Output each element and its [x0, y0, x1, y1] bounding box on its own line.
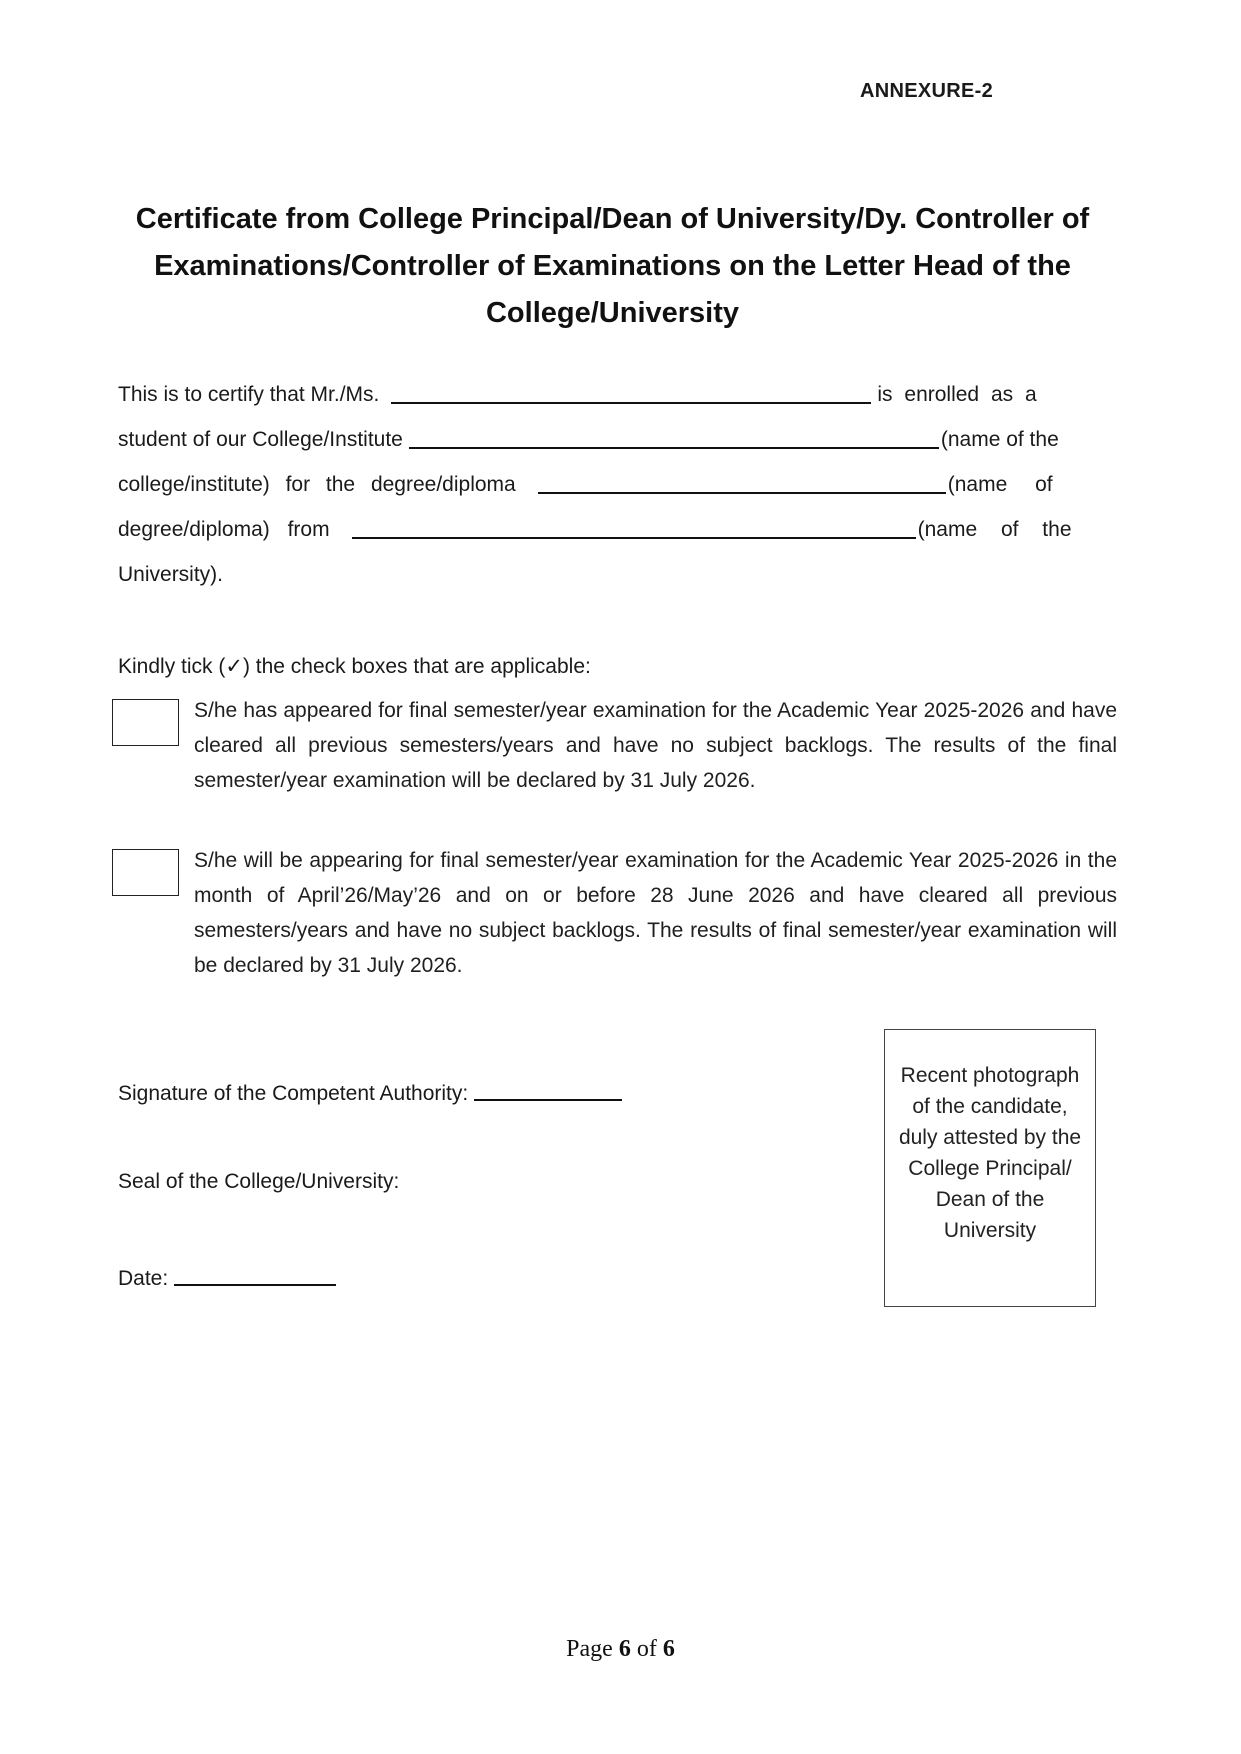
certificate-line-2	[118, 425, 1117, 455]
date-label: Date:	[118, 1267, 169, 1290]
degree-text: college/institute) for the degree/diploma	[118, 473, 516, 496]
photo-box-text: Recent photograph of the candidate, duly attested by the College Principal/ Dean of the University	[898, 1064, 1082, 1242]
college-hint-text: (name of the	[940, 428, 1059, 451]
option-2-checkbox[interactable]	[112, 849, 179, 896]
page-title	[110, 196, 1115, 337]
enrolled-text: is enrolled as a	[877, 383, 1037, 406]
annexure-label: ANNEXURE-2	[860, 80, 994, 102]
date-field[interactable]	[174, 1264, 336, 1286]
student-name-field[interactable]	[391, 380, 871, 404]
college-text: student of our College/Institute	[118, 428, 403, 451]
university-text: degree/diploma) from	[118, 518, 330, 541]
degree-name-field[interactable]	[538, 470, 946, 494]
university-name-field[interactable]	[352, 515, 916, 539]
option-1-checkbox[interactable]	[112, 699, 179, 746]
photo-box	[884, 1029, 1096, 1307]
certificate-line-3	[118, 470, 1117, 500]
certify-text: This is to certify that Mr./Ms.	[118, 383, 380, 406]
title-line-1: Certificate from College Principal/Dean of University/Dy. Controller of	[135, 203, 1090, 235]
seal-line	[118, 1170, 399, 1194]
page-footer	[0, 1636, 1241, 1663]
title-line-3: College/University	[485, 297, 740, 329]
certificate-line-1	[118, 380, 1117, 410]
certificate-line-5	[118, 560, 1117, 590]
signature-label: Signature of the Competent Authority:	[118, 1082, 469, 1105]
certificate-line-4	[118, 515, 1117, 545]
date-line	[118, 1264, 336, 1291]
title-line-2: Examinations/Controller of Examinations on the Letter Head of the	[154, 250, 1071, 282]
tick-instruction: Kindly tick (✓) the check boxes that are applicable:	[118, 655, 591, 678]
option-2-text: S/he will be appearing for final semester/year examination for the Academic Year 2025-2026 in the month of April’26/May’26 and on or before 28 June 2026 and have cleared all previous semesters/years and have no subject backlogs. The results of final semester/year examination will be declared by 31 July 2026.	[194, 849, 1117, 977]
of-word: of	[636, 1636, 657, 1662]
current-page-number: 6	[618, 1636, 631, 1662]
page-word: Page	[566, 1636, 613, 1662]
total-pages-number: 6	[662, 1636, 675, 1662]
college-name-field[interactable]	[409, 425, 939, 449]
option-1-text: S/he has appeared for final semester/year examination for the Academic Year 2025-2026 and have cleared all previous semesters/years and have no subject backlogs. The results of the final semester/year examination will be declared by 31 July 2026.	[194, 699, 1117, 792]
degree-hint-text: (name of	[947, 473, 1053, 496]
seal-label: Seal of the College/University:	[118, 1170, 400, 1193]
signature-line	[118, 1079, 622, 1106]
university-hint-text: (name of the	[917, 518, 1072, 541]
university-end-text: University).	[118, 563, 224, 586]
signature-field[interactable]	[474, 1079, 622, 1101]
